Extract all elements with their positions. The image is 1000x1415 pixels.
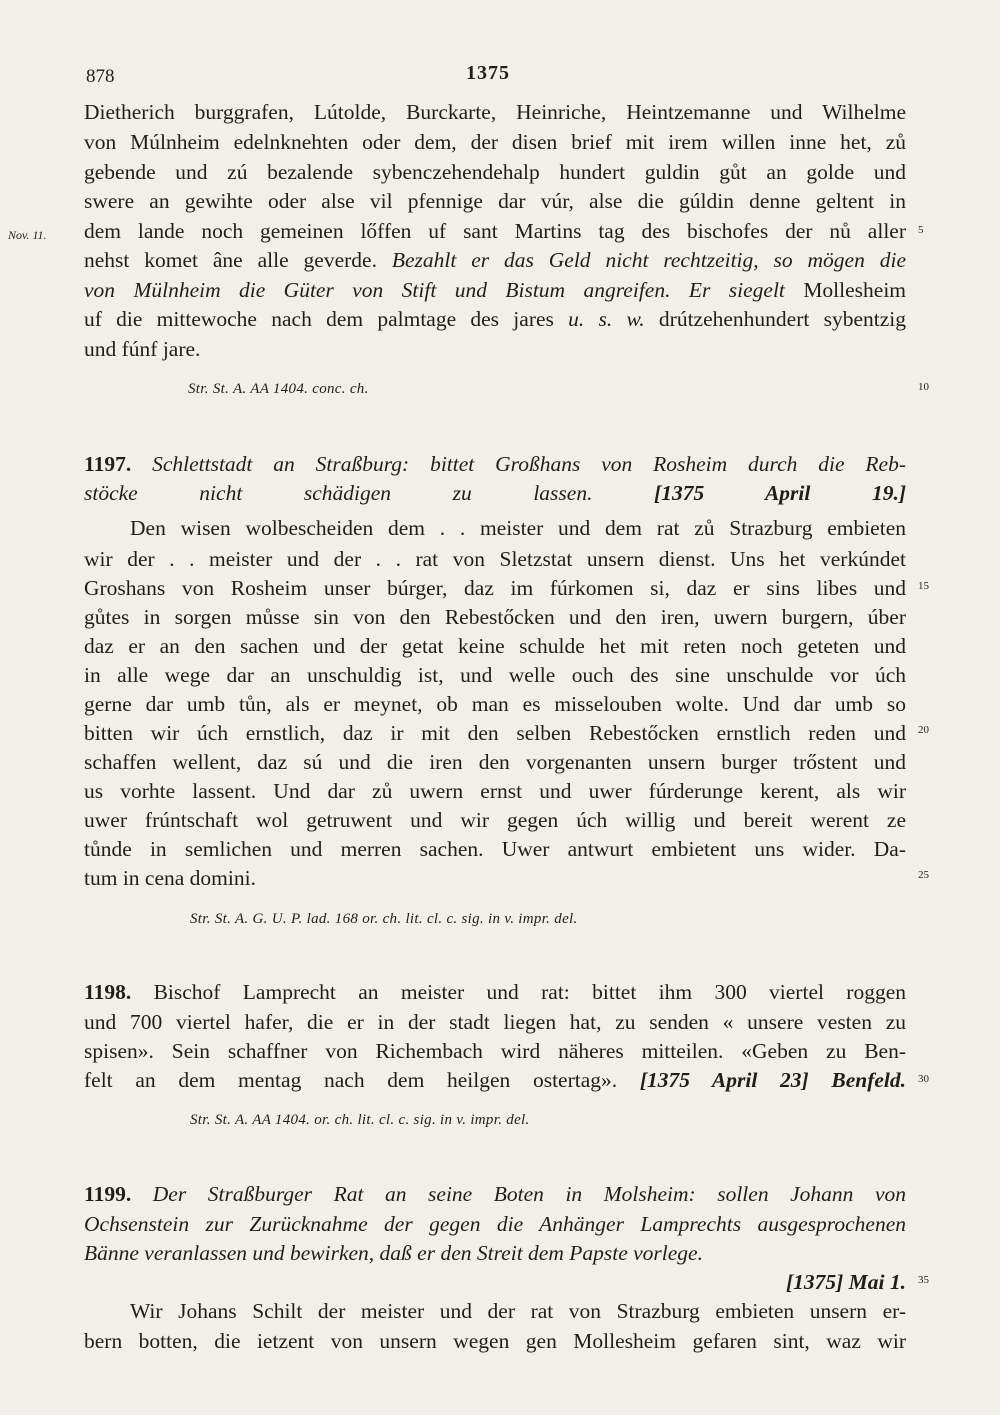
document-date: [1375 April 19.]: [654, 481, 906, 505]
text-line: Groshans von Rosheim unser búrger, daz im fúrkomen si, daz er sins libes und: [84, 576, 906, 600]
text-line-mixed: [84, 276, 906, 304]
text-line: us vorhte lassent. Und dar zů uwern ernst und uwer fúrderunge kerent, als wir: [84, 779, 906, 803]
line-number: 30: [918, 1073, 929, 1085]
document-title: stöcke nicht schädigen zu lassen.: [84, 481, 593, 505]
text-line-mixed: [84, 1066, 906, 1094]
text-line: daz er an den sachen und der getat keine schulde het mit reten noch geteten und: [84, 634, 906, 658]
line-number: 35: [918, 1274, 929, 1286]
text-line: wir der . . meister und der . . rat von Sletzstat unsern dienst. Uns het verkúndet: [84, 547, 906, 571]
document-title: Bänne veranlassen und bewirken, daß er den Streit dem Papste vorlege.: [84, 1241, 703, 1265]
text-line: schaffen wellent, daz sú und die iren den vorgenanten unsern burger trőstent und: [84, 750, 906, 774]
document-heading: [84, 1180, 906, 1208]
editorial-italic: u. s. w.: [568, 307, 645, 331]
text-line: Dietherich burggrafen, Lútolde, Burckarte, Heinriche, Heintzemanne und Wilhelme: [84, 100, 906, 124]
source-citation: Str. St. A. AA 1404. or. ch. lit. cl. c. sig. in v. impr. del.: [190, 1112, 530, 1128]
line-number: 20: [918, 724, 929, 736]
source-citation: Str. St. A. G. U. P. lad. 168 or. ch. lit. cl. c. sig. in v. impr. del.: [190, 911, 578, 927]
text-line: spisen». Sein schaffner von Richembach wird näheres mitteilen. «Geben zu Ben-: [84, 1039, 906, 1063]
line-number: 15: [918, 580, 929, 592]
text-line: tum in cena domini.: [84, 866, 256, 890]
document-date-line: [84, 1268, 906, 1296]
line-number: 5: [918, 224, 924, 236]
text-line: bitten wir úch ernstlich, daz ir mit den selben Rebestőcken ernstlich reden und: [84, 721, 906, 745]
editorial-italic: Er siegelt: [688, 278, 785, 302]
text-segment: Bischof Lamprecht an meister und rat: bittet ihm 300 viertel roggen: [153, 980, 907, 1004]
text-line-mixed: [84, 246, 906, 274]
text-line: tůnde in semlichen und merren sachen. Uwer antwurt embietent uns wider. Da-: [84, 837, 906, 861]
text-line: von Múlnheim edelnknehten oder dem, der disen brief mit irem willen inne het, zů: [84, 130, 906, 154]
text-line: gerne dar umb tůn, als er meynet, ob man es misselouben wolte. Und dar umb so: [84, 692, 906, 716]
document-heading: [84, 479, 906, 507]
text-line: dem lande noch gemeinen lőffen uf sant Martins tag des bischofes der nů aller: [84, 219, 906, 243]
text-line: Den wisen wolbescheiden dem . . meister und dem rat zů Strazburg embieten: [130, 516, 906, 540]
document-title: Ochsenstein zur Zurücknahme der gegen die Anhänger Lamprechts ausgesprochenen: [84, 1212, 906, 1236]
text-segment: felt an dem mentag nach dem heilgen ostertag».: [84, 1068, 618, 1092]
text-line: bern botten, die ietzent von unsern wegen gen Mollesheim gefaren sint, waz wir: [84, 1329, 906, 1353]
text-line-mixed: [84, 305, 906, 333]
text-segment: Mollesheim: [803, 278, 907, 302]
editorial-italic: Bezahlt er das Geld nicht rechtzeitig, so mögen die: [391, 248, 907, 272]
text-line: uwer frúntschaft wol getruwent und wir gegen úch willig und bereit werent ze: [84, 808, 906, 832]
text-line: gebende und zú bezalende sybenczehendehalp hundert guldin gůt an golde und: [84, 160, 906, 184]
margin-date-note: Nov. 11.: [8, 228, 47, 242]
text-segment: drútzehenhundert sybentzig: [658, 307, 907, 331]
document-number: 1199.: [84, 1182, 132, 1206]
page-year-header: 1375: [466, 62, 510, 84]
line-number: 25: [918, 869, 929, 881]
document-number: 1197.: [84, 452, 132, 476]
page-number: 878: [86, 66, 115, 87]
document-date: [1375] Mai 1.: [785, 1270, 906, 1294]
document-heading: [84, 450, 906, 478]
document-number: 1198.: [84, 980, 132, 1004]
document-title: Der Straßburger Rat an seine Boten in Molsheim: sollen Johann von: [152, 1182, 906, 1206]
document-title: Schlettstadt an Straßburg: bittet Großhans von Rosheim durch die Reb-: [152, 452, 906, 476]
text-line-mixed: [84, 978, 906, 1006]
editorial-italic: von Mülnheim die Güter von Stift und Bistum angreifen.: [84, 278, 671, 302]
text-line: und fúnf jare.: [84, 337, 201, 361]
text-segment: nehst komet âne alle geverde.: [84, 248, 377, 272]
text-line: in alle wege dar an unschuldig ist, und welle ouch des sine unschulde vor úch: [84, 663, 906, 687]
source-citation: Str. St. A. AA 1404. conc. ch.: [188, 381, 369, 397]
line-number: 10: [918, 381, 929, 393]
text-line: Wir Johans Schilt der meister und der rat von Strazburg embieten unsern er-: [130, 1299, 906, 1323]
text-line: und 700 viertel hafer, die er in der stadt liegen hat, zu senden « unsere vesten zu: [84, 1010, 906, 1034]
document-date: [1375 April 23] Benfeld.: [639, 1068, 907, 1092]
text-line: gůtes in sorgen můsse sin von den Rebestőcken und den iren, uwern burgern, úber: [84, 605, 906, 629]
text-line: swere an gewihte oder alse vil pfennige dar vúr, alse die gúldin denne geltent in: [84, 189, 906, 213]
text-segment: uf die mittewoche nach dem palmtage des jares: [84, 307, 554, 331]
